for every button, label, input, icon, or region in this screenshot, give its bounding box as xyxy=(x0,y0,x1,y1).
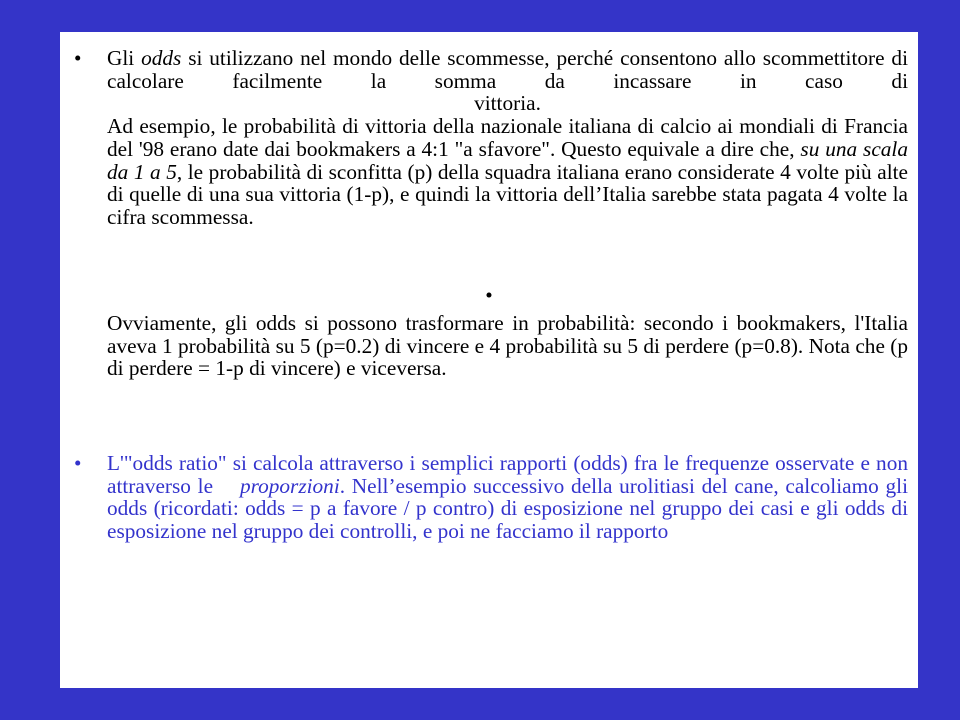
text-run: L'"odds ratio" si calcola attraverso i semplici rapporti (odds) fra le frequenze osservate e non attraverso le xyxy=(107,451,914,498)
paragraph-odds-ratio xyxy=(107,451,914,544)
paragraph-odds-definition-end: vittoria. xyxy=(474,91,541,116)
bullet-marker-centered: • xyxy=(485,283,493,307)
text-italic-proporzioni: proporzioni xyxy=(239,473,340,498)
text-run: . Nell’esempio successivo della urolitiasi del cane, calcoliamo gli odds (ricordati: odds = p a favore / p contro) di esposizione nel gruppo dei casi e gli odds di esposizione nel gruppo dei controlli, e poi ne facciamo il rapporto xyxy=(107,473,909,544)
text-italic-scale: su una scala da 1 a 5 xyxy=(107,136,908,184)
slide xyxy=(60,32,918,688)
paragraph-odds-definition xyxy=(107,47,908,92)
text-run: Ad esempio, le probabilità di vittoria della nazionale italiana di calcio ai mondiali di Francia del '98 erano date dai bookmakers a 4:1 "a sfavore". Questo equivale a dire che, xyxy=(107,114,908,161)
bullet-marker: • xyxy=(74,451,82,475)
paragraph-probability: Ovviamente, gli odds si possono trasformare in probabilità: secondo i bookmakers, l'Italia aveva 1 probabilità su 5 (p=0.2) di vincere e 4 probabilità su 5 di perdere (p=0.8). Nota che (p di perdere = 1-p di vincere) e viceversa. xyxy=(107,311,908,381)
text-run: si utilizzano nel mondo delle scommesse, perché consentono allo scommettitore di calcolare facilmente la somma da incassare in caso di xyxy=(107,46,908,93)
bullet-marker: • xyxy=(74,46,82,70)
text-run: Gli xyxy=(107,46,142,70)
text-run: , le probabilità di sconfitta (p) della squadra italiana erano considerate 4 volte più alte di quelle di una sua vittoria (1-p), e quindi la vittoria dell’Italia sarebbe stata pagata 4 volte la cifra scommessa. xyxy=(107,159,908,229)
text-italic-odds: odds xyxy=(141,46,182,70)
paragraph-example xyxy=(107,115,908,229)
bullet-text xyxy=(107,47,908,229)
